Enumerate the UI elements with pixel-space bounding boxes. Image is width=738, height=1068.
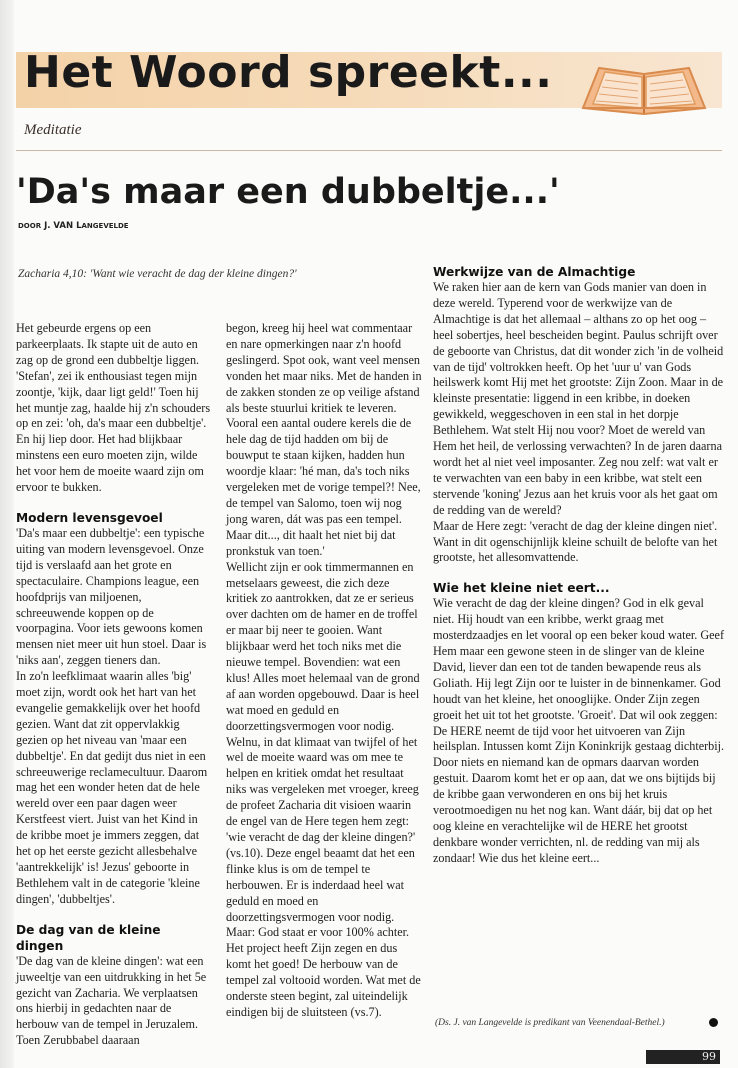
subheading-werkwijze: Werkwijze van de Almachtige bbox=[433, 265, 636, 279]
epigraph: Zacharia 4,10: 'Want wie veracht de dag der kleine dingen?' bbox=[18, 268, 297, 280]
column-3 bbox=[433, 264, 725, 867]
subheading-dag-kleine-dingen: De dag van de kleine dingen bbox=[16, 922, 161, 953]
paragraph: We raken hier aan de kern van Gods manier van doen in deze wereld. Typerend voor de werkwijze van de Almachtige is dat het allemaal – althans zo op het oog – heel sobertjes, heel bescheiden begint. Paulus schrijft over de geboorte van Christus, dat dit wonder zich 'in de volheid van de tijd' voltrokken heeft. Op het 'uur u' van Gods heilswerk komt Hij met het grootste: Zijn Zoon. Maar in de kleinste presentatie: liggend in een kribbe, in doeken gewikkeld, weggeschoven in een stal in het dorpje Bethlehem. Wat stelt Hij nou voor? Moet de wereld van Hem het heil, de verlossing verwachten? In de jaren daarna wordt het al niet veel imposanter. Zeg nou zelf: wat valt er te verwachten van een baby in een kribbe, wat stelt een stervende 'koning' Jezus aan het kruis voor als het gaat om de redding van de wereld? bbox=[433, 280, 724, 517]
paragraph: Maar de Here zegt: 'veracht de dag der kleine dingen niet'. Want in dit ogenschijnlijk kleine schuilt de belofte van het grootste, het allesomvattende. bbox=[433, 518, 718, 565]
subheading-wie-het-kleine: Wie het kleine niet eert... bbox=[433, 581, 610, 596]
end-mark-icon bbox=[709, 1018, 718, 1027]
article-title: 'Da's maar een dubbeltje...' bbox=[16, 172, 560, 212]
series-title: Het Woord spreekt... bbox=[24, 47, 553, 98]
intro-paragraph: Het gebeurde ergens op een parkeerplaats. Ik stapte uit de auto en zag op de grond een dubbeltje liggen. 'Stefan', zei ik enthousiast tegen mijn zoontje, 'kijk, daar ligt geld!' Toen hij het muntje zag, haalde hij z'n schouders op en zei: 'oh, da's maar een dubbeltje'. En hij liep door. Het had blijkbaar minstens een euro moeten zijn, wilde het voor hem de moeite waard zijn om ervoor te bukken. bbox=[16, 321, 211, 495]
paragraph: Wie veracht de dag der kleine dingen? God in elk geval niet. Hij houdt van een kribbe, werkt graag met mosterdzaadjes en let vooral op een beker koud water. Geef Hem maar een gewone steen in de slinger van de kleine David, liever dan een tot de tanden bewapende reus als Goliath. Hij legt Zijn oor te luister in de binnenkamer. God houdt van het kleine, het onooglijke. Onder Zijn zegen groeit het uit tot het grootste. 'Groeit'. Dat wil ook zeggen: De HERE neemt de tijd voor het uitvoeren van Zijn heilsplan. Intussen komt Zijn Koninkrijk gestaag dichterbij. Door niets en niemand kan de opmars daarvan worden gestuit. Daarom komt het er op aan, dat we ons bijtijds bij de kribbe gaan verwonderen en ons bij het kruis verootmoedigen nu het nog kan. Want dáár, bij dat op het oog kleine en verachtelijke wil de HERE het grootst denkbare wonder verrichten, nl. de redding van mij als zondaar! Wie dus het kleine eert... bbox=[433, 596, 725, 865]
author-footnote: (Ds. J. van Langevelde is predikant van Veenendaal-Bethel.) bbox=[435, 1018, 665, 1028]
header-divider bbox=[16, 150, 722, 151]
byline-name-rest: ANGEVELDE bbox=[81, 222, 129, 230]
byline-name-first: L bbox=[76, 221, 82, 231]
page-edge-shadow bbox=[0, 0, 14, 1068]
subheading-modern-levensgevoel: Modern levensgevoel bbox=[16, 510, 163, 525]
section-label: Meditatie bbox=[24, 122, 82, 138]
paragraph: Wellicht zijn er ook timmermannen en metselaars geweest, die zich deze kritiek zo aantrokken, dat ze er serieus over dachten om de hamer en de troffel er maar bij neer te gooien. Want blijkbaar werd het toch niks met die nieuwe tempel. Bovendien: wat een klus! Alles moet helemaal van de grond af aan worden opgebouwd. Daar is heel wat moed en geduld en doorzettingsvermogen voor nodig. Welnu, in dat klimaat van twijfel of het wel de moeite waard was om mee te helpen en kritiek omdat het resultaat niks was vergeleken met vroeger, kreeg de profeet Zacharia dit visioen waarin de engel van de Here tegen hem zegt: 'wie veracht de dag der kleine dingen?' (vs.10). Deze engel beaamt dat het een flinke klus is om de tempel te herbouwen. Er is inderdaad heel wat geduld en moed en doorzettingsvermogen voor nodig. Maar: God staat er voor 100% achter. Het project heeft Zijn zegen en dus komt het goed! De herbouw van de tempel zal voltooid worden. Wat met de onderste steen begint, zal uiteindelijk eindigen bij de sluitsteen (vs.7). bbox=[226, 559, 421, 1019]
paragraph: begon, kreeg hij heel wat commentaar en nare opmerkingen naar z'n hoofd geslingerd. Spot ook, want veel mensen vonden het maar niks. Met de handen in de zakken stonden ze op veilige afstand als beste stuurlui kritiek te leveren. Vooral een aantal oudere kerels die de hele dag de tijd hadden om bij de bouwput te staan kijken, hadden hun woordje klaar: 'hé man, da's toch niks vergeleken met de vorige tempel?! Nee, de tempel van Salomo, toen wij nog jong waren, dát was pas een tempel. Maar dit..., dit haalt het niet bij dat pronkstuk van toen.' bbox=[226, 321, 422, 558]
open-book-icon bbox=[575, 60, 713, 118]
column-1 bbox=[16, 321, 212, 1049]
paragraph: In zo'n leefklimaat waarin alles 'big' moet zijn, wordt ook het hart van het evangelie gemakkelijk over het hoofd gezien. Want dat zit oppervlakkig gezien op het niveau van 'maar een dubbeltje'. En dat gedijt dus niet in een schreeuwerige reclamecultuur. Daarom mag het een wonder heten dat de hele wereld over een paar dagen weer Kerstfeest viert. Juist van het Kind in de kribbe moet je immers zeggen, dat het op het eerste gezicht allesbehalve 'aantrekkelijk' is! Jezus' geboorte in Bethlehem valt in de categorie 'kleine dingen', 'dubbeltjes'. bbox=[16, 669, 208, 906]
paragraph: 'Da's maar een dubbeltje': een typische uiting van modern levensgevoel. Onze tijd is verslaafd aan het grote en spectaculaire. Champions league, een hoofdprijs van miljoenen, schreeuwende koppen op de voorpagina. Voor iets gewoons komen mensen niet meer uit hun stoel. Daar is 'niks aan', zeggen tieners dan. bbox=[16, 525, 207, 668]
paragraph: 'De dag van de kleine dingen': wat een juweeltje van een uitdrukking in het 5e gezicht van Zacharia. We verplaatsen ons hierbij in gedachten naar de herbouw van de tempel in Jeruzalem. Toen Zerubbabel daaraan bbox=[16, 953, 207, 1048]
page-number: 99 bbox=[702, 1050, 716, 1063]
column-2 bbox=[226, 321, 424, 1021]
byline bbox=[18, 221, 129, 231]
byline-initial: J. VAN bbox=[44, 221, 77, 231]
page-number-bar bbox=[646, 1050, 720, 1064]
byline-prefix: DOOR bbox=[18, 222, 42, 230]
